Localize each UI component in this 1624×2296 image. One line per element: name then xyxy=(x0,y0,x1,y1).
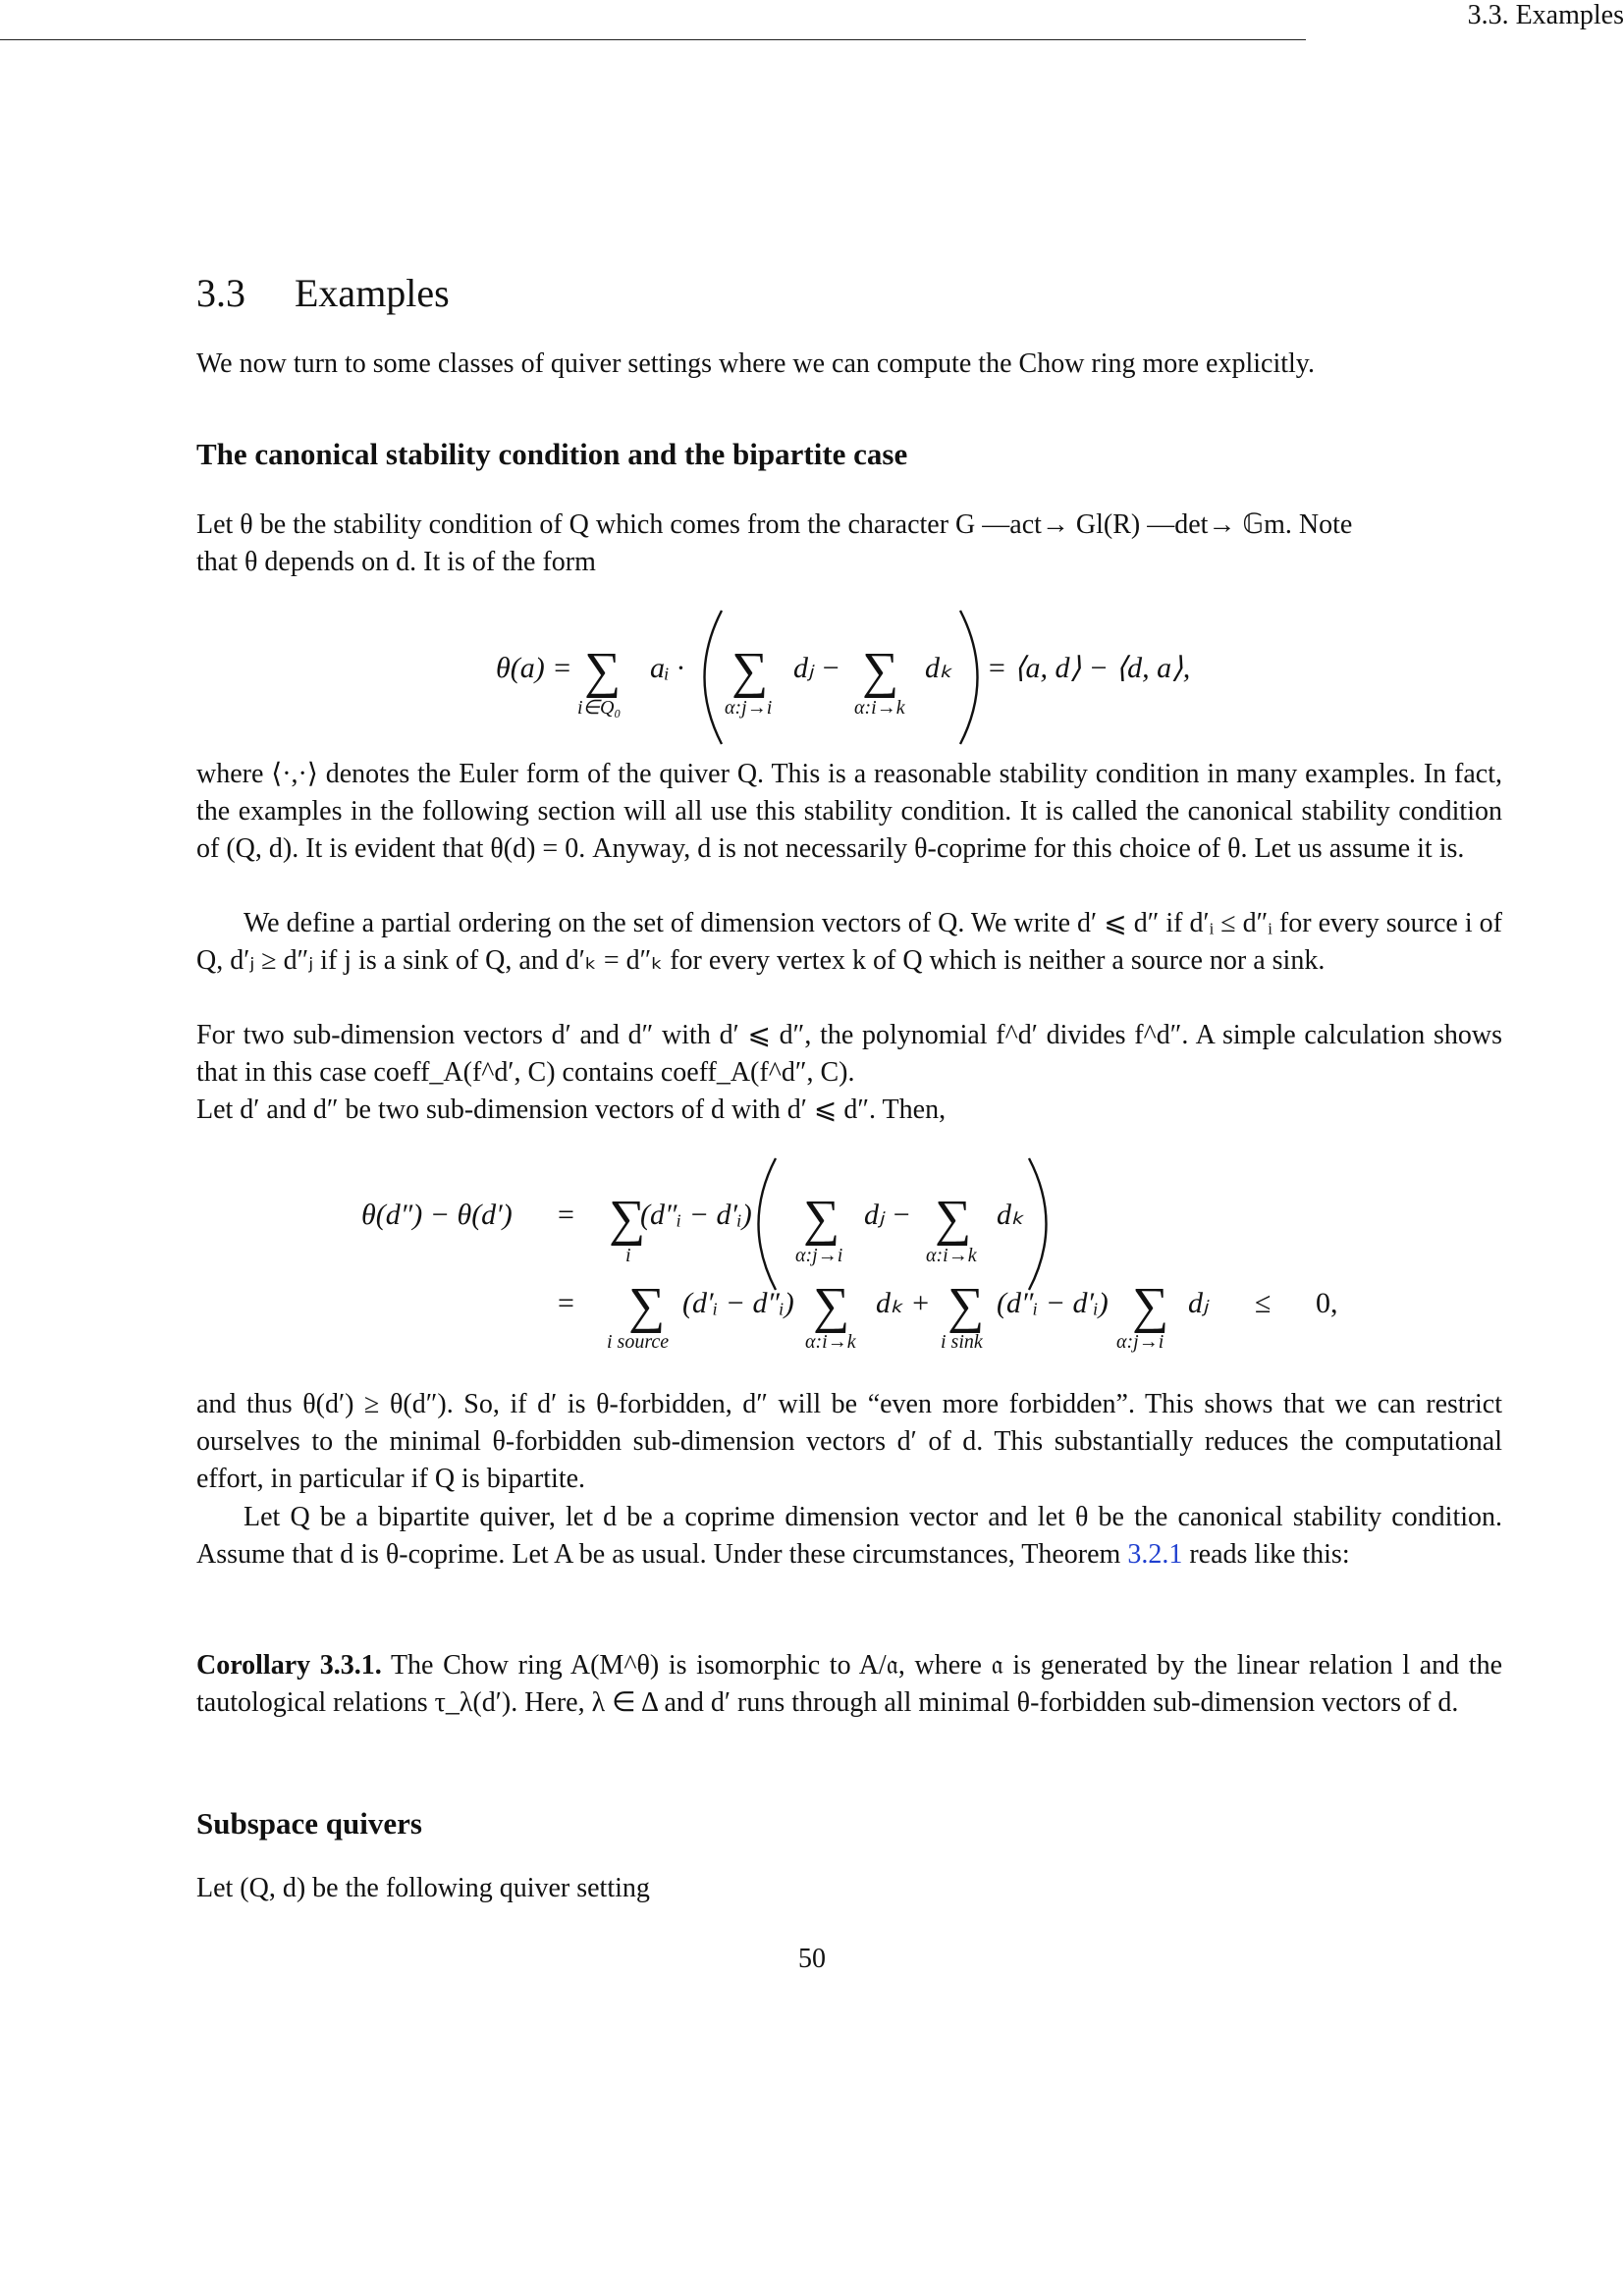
corollary-text: The Chow ring A(M^θ) is isomorphic to A/𝔞, where 𝔞 is generated by the linear relation l and the tautological relations τ_λ(d′). Here, λ ∈ Δ and d′ runs through all minimal θ-forbidden sub-dimension vectors of d. xyxy=(196,1650,1502,1718)
eq1-sum3-sub: α:i→k xyxy=(854,697,905,719)
eq1-right-paren xyxy=(960,611,978,744)
theorem-ref-link[interactable]: 3.2.1 xyxy=(1127,1539,1183,1570)
para3: We define a partial ordering on the set of dimension vectors of Q. We write d′ ⩽ d″ if d′ᵢ ≤ d″ᵢ for every source i of Q, d′ⱼ ≥ d″ⱼ if j is a sink of Q, and d′ₖ = d″ₖ for every vertex k of Q which is neither a source nor a sink. xyxy=(196,908,1502,976)
eq2-zero: 0, xyxy=(1316,1287,1338,1319)
para5: Let d′ and d″ be two sub-dimension vectors of d with d′ ⩽ d″. Then, xyxy=(196,1095,947,1125)
eq1-left-paren xyxy=(705,611,723,744)
eq2-dj: dⱼ − xyxy=(864,1199,911,1231)
eq1-rhs: = ⟨a, d⟩ − ⟨d, a⟩, xyxy=(987,652,1191,684)
eq2-lhs: θ(d″) − θ(d′) xyxy=(361,1199,513,1231)
eq2-sum-k-symbol: ∑ xyxy=(813,1278,850,1334)
eq2-line1-term: (d″ᵢ − d′ᵢ) xyxy=(640,1199,752,1231)
para4: For two sub-dimension vectors d′ and d″ with d′ ⩽ d″, the polynomial f^d′ divides f^d″. A simple calculation shows that in this case coeff_A(f^d′, C) contains coeff_A(f^d″, C). xyxy=(196,1020,1502,1088)
subsection-canonical-heading: The canonical stability condition and the bipartite case xyxy=(196,437,908,471)
eq2-eq1: = xyxy=(558,1199,574,1231)
eq2-line2-term1: (d′ᵢ − d″ᵢ) xyxy=(682,1287,794,1319)
page-number: 50 xyxy=(798,1944,826,1974)
eq1-sum2-symbol: ∑ xyxy=(731,643,769,699)
eq2-sum-a-sub: α:j→i xyxy=(795,1245,843,1266)
subsection-subspace-heading: Subspace quivers xyxy=(196,1806,422,1841)
para2: where ⟨·,·⟩ denotes the Euler form of the quiver Q. This is a reasonable stability condition in many examples. In fact, the examples in the following section will all use this stability condition. It is called the canonical stability condition of (Q, d). It is evident that θ(d) = 0. Anyway, d is not necessarily θ-coprime for this choice of θ. Let us assume it is. xyxy=(196,759,1502,864)
eq2-sum-b-sub: α:i→k xyxy=(926,1245,977,1266)
running-head xyxy=(0,0,1624,40)
eq2-sum-i-sub: i xyxy=(625,1245,631,1266)
para7-text-before: Let Q be a bipartite quiver, let d be a coprime dimension vector and let θ be the canonical stability condition. Assume that d is θ-coprime. Let A be as usual. Under these circumstances, Theorem xyxy=(196,1502,1502,1570)
eq2-sum-source-sub: i source xyxy=(607,1331,670,1353)
eq2-sum-i-symbol: ∑ xyxy=(609,1191,646,1247)
eq1-term: aᵢ · xyxy=(650,652,684,684)
eq2-sum-k-sub: α:i→k xyxy=(805,1331,856,1353)
para6: and thus θ(d′) ≥ θ(d″). So, if d′ is θ-forbidden, d″ will be “even more forbidden”. This shows that we can restrict ourselves to the minimal θ-forbidden sub-dimension vectors d′ of d. This substantially reduces the computational effort, in particular if Q is bipartite. xyxy=(196,1389,1502,1494)
eq2-eq2: = xyxy=(558,1287,574,1319)
eq2-sum-a-symbol: ∑ xyxy=(803,1191,840,1247)
eq2-line2-term3: (d″ᵢ − d′ᵢ) xyxy=(997,1287,1109,1319)
para7-text-after: reads like this: xyxy=(1182,1539,1350,1570)
eq2-sum-j-sub: α:j→i xyxy=(1116,1331,1164,1353)
eq1-sum1-symbol: ∑ xyxy=(584,643,622,699)
eq2-left-paren xyxy=(759,1158,777,1290)
corollary xyxy=(196,1647,1502,1722)
section-number: 3.3 xyxy=(196,271,245,315)
section-title: Examples xyxy=(295,271,450,315)
para8: Let (Q, d) be the following quiver setting xyxy=(196,1873,650,1903)
eq2-line2-dj: dⱼ xyxy=(1188,1287,1209,1319)
eq2-sum-sink-sub: i sink xyxy=(941,1331,983,1353)
para1-line1: Let θ be the stability condition of Q which comes from the character G —act→ Gl(R) —det→ 𝔾m. Note xyxy=(196,509,1353,540)
eq2-sum-source-symbol: ∑ xyxy=(628,1278,666,1334)
eq1-lhs: θ(a) = xyxy=(496,652,572,684)
eq2-sum-b-symbol: ∑ xyxy=(935,1191,972,1247)
eq2-sum-j-symbol: ∑ xyxy=(1132,1278,1169,1334)
eq2-leq: ≤ xyxy=(1255,1287,1272,1319)
para7 xyxy=(196,1499,1502,1574)
corollary-label: Corollary 3.3.1. xyxy=(196,1650,382,1681)
intro-paragraph: We now turn to some classes of quiver settings where we can compute the Chow ring more explicitly. xyxy=(196,348,1315,379)
section-heading xyxy=(196,270,450,316)
eq1-sum2-sub: α:j→i xyxy=(725,697,773,719)
eq2-dk: dₖ xyxy=(997,1199,1024,1231)
running-head-text: 3.3. Examples xyxy=(1467,0,1624,30)
eq2-sum-sink-symbol: ∑ xyxy=(947,1278,985,1334)
eq1-sum1-sub: i∈Q₀ xyxy=(577,697,622,719)
para1-line2: that θ depends on d. It is of the form xyxy=(196,547,596,577)
eq2-right-paren xyxy=(1029,1158,1047,1290)
eq1-dk: dₖ xyxy=(925,652,952,684)
eq1-sum3-symbol: ∑ xyxy=(862,643,899,699)
eq2-line2-dk: dₖ + xyxy=(876,1287,931,1319)
eq1-dj: dⱼ − xyxy=(793,652,840,684)
